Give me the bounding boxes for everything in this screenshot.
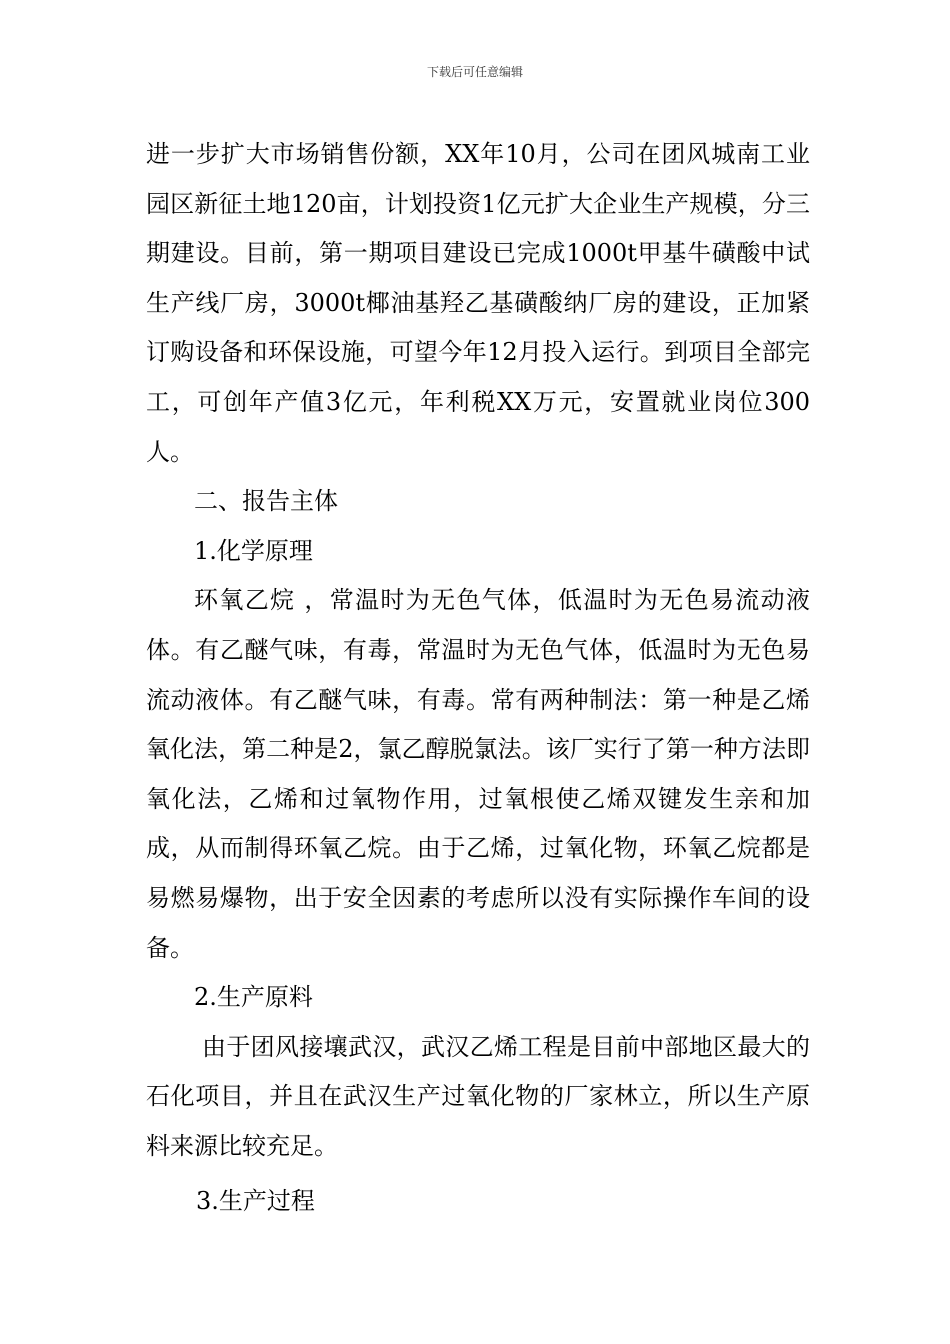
section-title-report-body: 二、报告主体 <box>194 487 338 516</box>
heading-raw-materials: 2.生产原料 <box>194 983 313 1012</box>
heading-production-process: 3.生产过程 <box>196 1187 315 1216</box>
document-body <box>146 130 810 1227</box>
paragraph-expansion: 进一步扩大市场销售份额，XX年10月，公司在团风城南工业园区新征土地120亩，计划投资1亿元扩大企业生产规模，分三期建设。目前，第一期项目建设已完成1000t甲基牛磺酸中试生产线厂房，3000t椰油基羟乙基磺酸纳厂房的建设，正加紧订购设备和环保设施，可望今年12月投入运行。到项目全部完工，可创年产值3亿元，年利税XX万元，安置就业岗位300人。 <box>146 140 810 466</box>
page-header: 下载后可任意编辑 <box>426 65 523 79</box>
paragraph-raw-materials: 由于团风接壤武汉，武汉乙烯工程是目前中部地区最大的石化项目，并且在武汉生产过氧化物的厂家林立，所以生产原料来源比较充足。 <box>146 1032 810 1160</box>
paragraph-chemical-principle: 环氧乙烷 ，常温时为无色气体，低温时为无色易流动液体。有乙醚气味，有毒，常温时为无色气体，低温时为无色易流动液体。有乙醚气味，有毒。常有两种制法：第一种是乙烯氧化法，第二种是2，氯乙醇脱氯法。该厂实行了第一种方法即氧化法，乙烯和过氧物作用，过氧根使乙烯双键发生亲和加成，从而制得环氧乙烷。由于乙烯，过氧化物，环氧乙烷都是易燃易爆物，出于安全因素的考虑所以没有实际操作车间的设备。 <box>146 586 810 962</box>
heading-chemical-principle: 1.化学原理 <box>194 536 313 565</box>
